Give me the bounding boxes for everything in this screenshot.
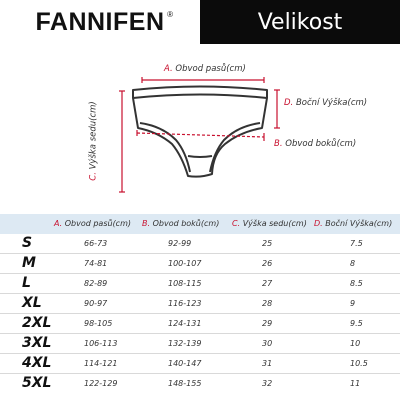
size-diagram [0,44,400,214]
hip-value: 132-139 [168,339,202,348]
side-height-value: 8.5 [350,279,363,288]
side-height-value: 11 [350,379,361,388]
size-label: 2XL [22,315,52,331]
rise-value: 25 [262,239,273,248]
waist-value: 106-113 [84,339,118,348]
header-side-height: D. Boční Výška(cm) [314,219,393,228]
hip-value: 140-147 [168,359,202,368]
rise-value: 28 [262,299,273,308]
table-row [0,374,400,394]
brand-logo: FANNIFEN ® [35,7,174,36]
rise-value: 29 [262,319,273,328]
size-label: XL [22,295,42,311]
side-height-measure-line [274,90,280,128]
waist-value: 122-129 [84,379,118,388]
table-row [0,314,400,334]
label-hip: B. Obvod boků(cm) [274,139,357,149]
hip-value: 148-155 [168,379,202,388]
waist-value: 114-121 [84,359,118,368]
label-rise: C. Výška sedu(cm) [88,101,99,181]
briefs-outline [133,87,267,177]
side-height-value: 10.5 [350,359,368,368]
size-label: 5XL [22,375,52,391]
size-label: M [22,255,36,271]
trademark-symbol: ® [167,9,174,19]
header-waist: A. Obvod pasů(cm) [54,219,131,228]
header-rise: C. Výška sedu(cm) [232,219,307,228]
hip-value: 124-131 [168,319,202,328]
title-header [200,0,400,44]
hip-value: 100-107 [168,259,202,268]
label-side-height: D. Boční Výška(cm) [284,98,368,108]
size-label: S [22,235,33,251]
waist-value: 90-97 [84,299,108,308]
page-title: Velikost [257,9,343,35]
header-hip: B. Obvod boků(cm) [142,219,220,228]
table-row [0,334,400,354]
waist-value: 66-73 [84,239,108,248]
table-row [0,294,400,314]
rise-measure-line [119,91,125,192]
waist-measure-line [142,77,264,83]
hip-value: 92-99 [168,239,192,248]
brand-header [0,0,200,44]
rise-value: 30 [262,339,273,348]
side-height-value: 7.5 [350,239,363,248]
waist-value: 98-105 [84,319,113,328]
side-height-value: 9.5 [350,319,363,328]
table-header [0,214,400,234]
hip-value: 116-123 [168,299,202,308]
label-waist: A. Obvod pasů(cm) [164,64,246,74]
waist-value: 74-81 [84,259,108,268]
size-label: L [22,275,31,291]
size-table [0,214,400,400]
rise-value: 26 [262,259,273,268]
side-height-value: 8 [350,259,356,268]
rise-value: 27 [262,279,273,288]
size-label: 4XL [22,355,52,371]
rise-value: 31 [262,359,273,368]
table-row [0,234,400,254]
table-row [0,254,400,274]
table-row [0,274,400,294]
side-height-value: 9 [350,299,356,308]
waist-value: 82-89 [84,279,108,288]
rise-value: 32 [262,379,273,388]
size-label: 3XL [22,335,52,351]
table-row [0,354,400,374]
hip-value: 108-115 [168,279,202,288]
side-height-value: 10 [350,339,361,348]
